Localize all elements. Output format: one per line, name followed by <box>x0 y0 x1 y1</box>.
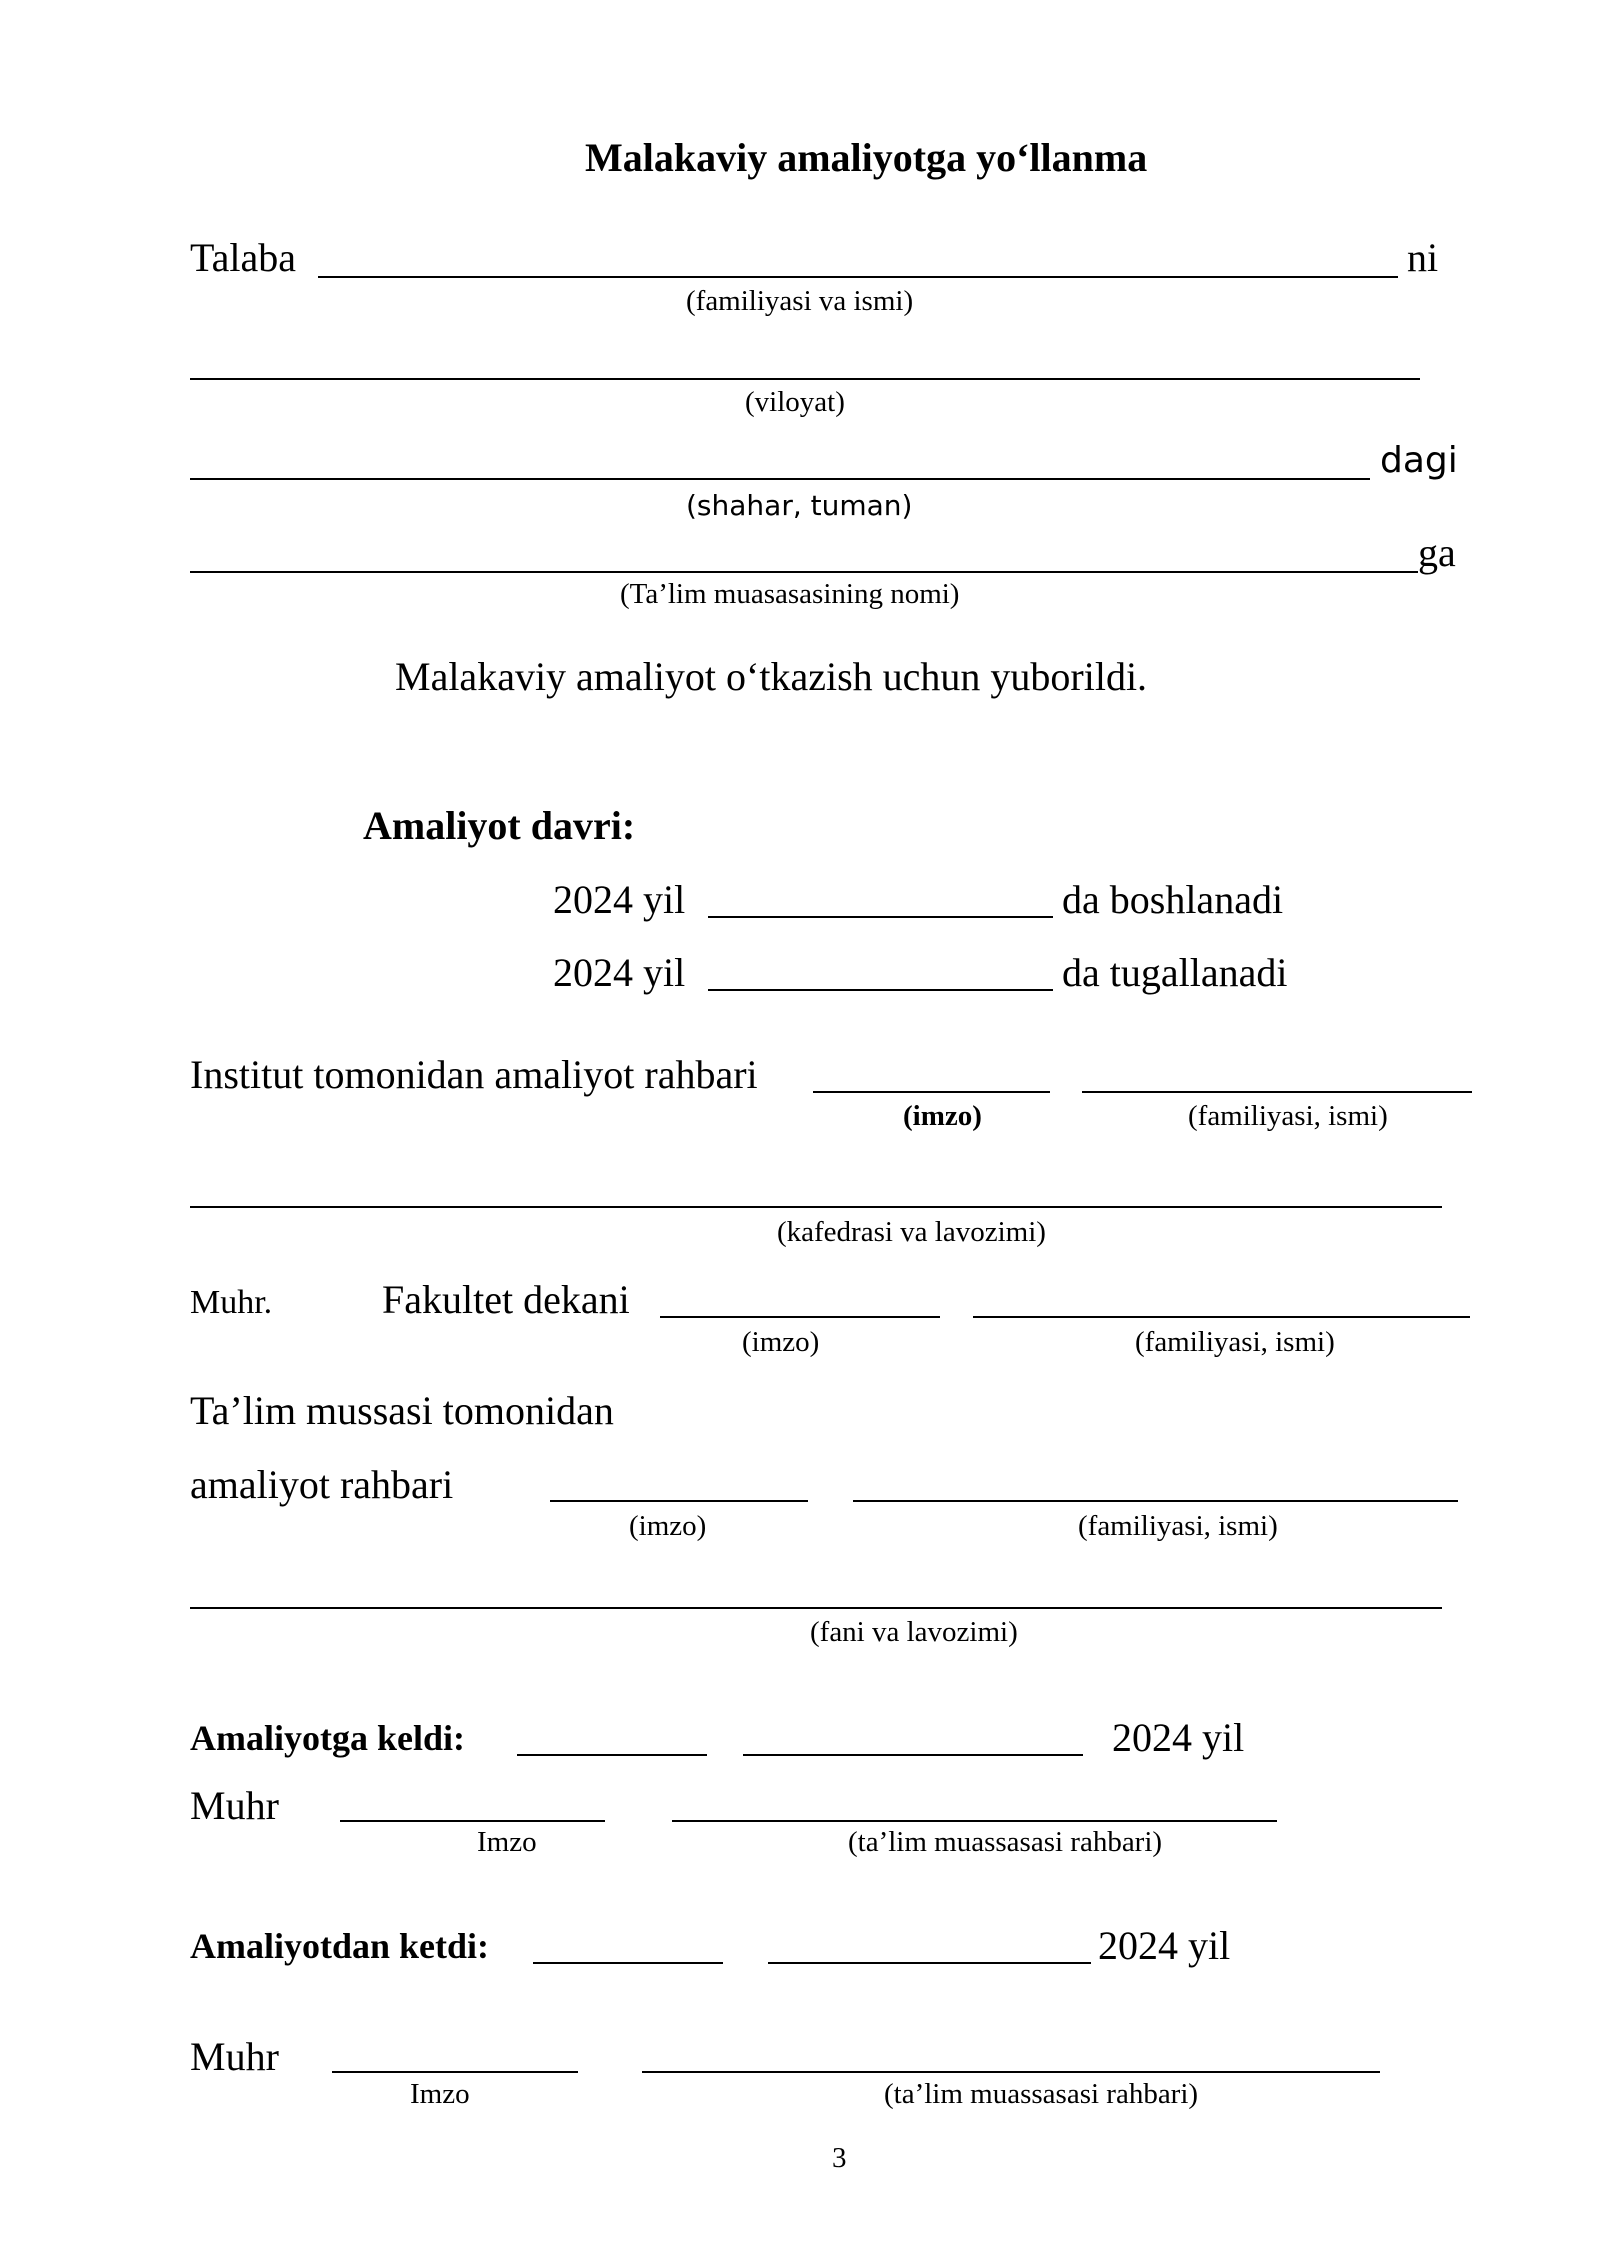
end-suffix: da tugallanadi <box>1062 950 1288 995</box>
caption-familiyasi-2: (familiyasi, ismi) <box>1135 1326 1335 1358</box>
ketdi-month-line[interactable] <box>768 1962 1091 1964</box>
talaba-name-line[interactable] <box>318 276 1398 278</box>
ga-suffix: ga <box>1418 530 1456 575</box>
talim-label-2: amaliyot rahbari <box>190 1462 454 1507</box>
caption-imzo-2: (imzo) <box>742 1326 820 1358</box>
caption-imzo-5: Imzo <box>410 2078 470 2110</box>
ketdi-day-line[interactable] <box>533 1962 723 1964</box>
end-year: 2024 yil <box>553 950 686 995</box>
ketdi-label: Amaliyotdan ketdi: <box>190 1926 490 1966</box>
muhr-2: Muhr <box>190 1783 279 1828</box>
page-title: Malakaviy amaliyotga yo‘llanma <box>585 135 1148 180</box>
talim-imzo-line[interactable] <box>550 1500 808 1502</box>
ketdi-year: 2024 yil <box>1098 1923 1231 1968</box>
ni-suffix: ni <box>1407 235 1439 280</box>
caption-familiyasi-3: (familiyasi, ismi) <box>1078 1510 1278 1542</box>
caption-talim-nomi: (Ta’lim muasasasining nomi) <box>620 578 960 610</box>
caption-kafedrasi: (kafedrasi va lavozimi) <box>777 1216 1046 1248</box>
institut-familiya-line[interactable] <box>1082 1091 1472 1093</box>
period-heading: Amaliyot davri: <box>363 803 636 848</box>
ketdi-rahbar-line[interactable] <box>642 2071 1380 2073</box>
end-date-line[interactable] <box>708 989 1053 991</box>
viloyat-line[interactable] <box>190 378 1420 380</box>
dekan-familiya-line[interactable] <box>973 1316 1470 1318</box>
kafedrasi-line[interactable] <box>190 1206 1442 1208</box>
keldi-rahbar-line[interactable] <box>672 1820 1277 1822</box>
start-year: 2024 yil <box>553 877 686 922</box>
muhr-3: Muhr <box>190 2034 279 2079</box>
page-number: 3 <box>832 2142 847 2174</box>
fani-line[interactable] <box>190 1607 1442 1609</box>
caption-shahar-tuman: (shahar, tuman) <box>686 489 913 522</box>
start-suffix: da boshlanadi <box>1062 877 1284 922</box>
caption-rahbari-2: (ta’lim muassasasi rahbari) <box>884 2078 1199 2110</box>
dekan-label: Fakultet dekani <box>382 1277 630 1322</box>
keldi-day-line[interactable] <box>517 1754 707 1756</box>
start-date-line[interactable] <box>708 916 1053 918</box>
ketdi-imzo-line[interactable] <box>332 2071 578 2073</box>
muhr-1: Muhr. <box>190 1284 273 1321</box>
sent-text: Malakaviy amaliyot o‘tkazish uchun yuborildi. <box>395 654 1148 699</box>
caption-fani: (fani va lavozimi) <box>810 1616 1018 1648</box>
caption-viloyat: (viloyat) <box>745 386 845 418</box>
shahar-line[interactable] <box>190 478 1370 480</box>
caption-imzo-bold: (imzo) <box>903 1100 982 1132</box>
talim-nomi-line[interactable] <box>190 571 1418 573</box>
keldi-year: 2024 yil <box>1112 1715 1245 1760</box>
talim-familiya-line[interactable] <box>853 1500 1458 1502</box>
caption-familiyasi-ismi: (familiyasi va ismi) <box>686 285 914 317</box>
talaba-label: Talaba <box>190 235 297 280</box>
dekan-imzo-line[interactable] <box>660 1316 940 1318</box>
caption-rahbari-1: (ta’lim muassasasi rahbari) <box>848 1826 1163 1858</box>
keldi-month-line[interactable] <box>743 1754 1083 1756</box>
institut-imzo-line[interactable] <box>813 1091 1050 1093</box>
caption-familiyasi-1: (familiyasi, ismi) <box>1188 1100 1388 1132</box>
keldi-label: Amaliyotga keldi: <box>190 1718 465 1758</box>
keldi-imzo-line[interactable] <box>340 1820 605 1822</box>
dagi-suffix: dagi <box>1380 440 1458 481</box>
talim-label-1: Ta’lim mussasi tomonidan <box>190 1388 614 1433</box>
caption-imzo-4: Imzo <box>477 1826 537 1858</box>
institut-label: Institut tomonidan amaliyot rahbari <box>190 1052 758 1097</box>
caption-imzo-3: (imzo) <box>629 1510 707 1542</box>
